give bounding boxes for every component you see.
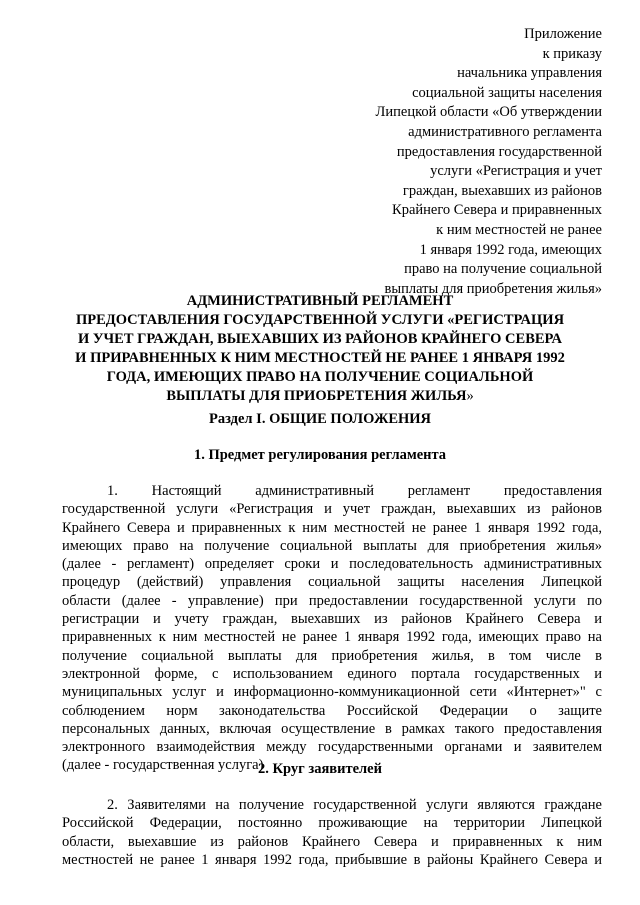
paragraph-line: Российской Федерации, постоянно проживающие на территории Липецкой — [62, 815, 602, 832]
appendix-line: услуги «Регистрация и учет — [430, 163, 602, 180]
paragraph-line: Крайнего Севера и приравненных к ним местностей не ранее 1 января 1992 года, — [62, 519, 602, 536]
appendix-line: начальника управления — [457, 65, 602, 82]
title-line: ПРЕДОСТАВЛЕНИЯ ГОСУДАРСТВЕННОЙ УСЛУГИ «РЕГИСТРАЦИЯ — [75, 312, 565, 328]
paragraph-1 — [62, 482, 602, 775]
title-line: ГОДА, ИМЕЮЩИХ ПРАВО НА ПОЛУЧЕНИЕ СОЦИАЛЬНОЙ — [106, 369, 534, 385]
title-line: И УЧЕТ ГРАЖДАН, ВЫЕХАВШИХ ИЗ РАЙОНОВ КРАЙНЕГО СЕВЕРА — [77, 331, 563, 347]
appendix-line: 1 января 1992 года, имеющих — [419, 241, 602, 258]
paragraph-line: области (далее - управление) при предоставлении государственной услуги по — [62, 592, 602, 609]
paragraph-line: персональных данных, включая осуществление в рамках такого предоставления — [62, 720, 602, 737]
paragraph-line: (далее - регламент) определяет сроки и последовательность административных — [62, 556, 602, 573]
appendix-block — [302, 25, 602, 299]
appendix-line: предоставления государственной — [396, 143, 602, 160]
paragraph-line: регистрации и учету граждан, выехавших из районов Крайнего Севера и — [62, 611, 602, 628]
appendix-line: социальной защиты населения — [412, 84, 602, 101]
subsection-heading: 1. Предмет регулирования регламента — [193, 447, 447, 463]
paragraph-line: соблюдением норм законодательства Российской Федерации о защите — [62, 702, 602, 719]
appendix-line: к приказу — [542, 45, 602, 62]
appendix-line: административного регламента — [408, 123, 602, 140]
title-line: АДМИНИСТРАТИВНЫЙ РЕГЛАМЕНТ — [186, 293, 454, 309]
paragraph-line: муниципальных услуг и информационно-коммуникационной сети «Интернет»" с — [62, 684, 602, 701]
paragraph-line: получение социальной выплаты для приобретения жилья, в том числе в — [62, 647, 602, 664]
title-line: ВЫПЛАТЫ ДЛЯ ПРИОБРЕТЕНИЯ ЖИЛЬЯ — [166, 388, 467, 404]
paragraph-line: области, выехавшие из районов Крайнего Севера и приравненных к ним — [62, 833, 602, 850]
document-title — [60, 292, 580, 406]
paragraph-line: 2. Заявителями на получение государственной услуги являются граждане — [107, 797, 602, 813]
paragraph-line: электронной форме, с использованием единого портала государственных и — [62, 665, 602, 682]
paragraph-line: имеющих право на получение социальной выплаты для приобретения жилья» — [62, 537, 602, 554]
title-line-last — [60, 387, 580, 406]
paragraph-line: 1. Настоящий административный регламент предоставления — [107, 483, 602, 499]
title-line: И ПРИРАВНЕННЫХ К НИМ МЕСТНОСТЕЙ НЕ РАНЕЕ 1 ЯНВАРЯ 1992 — [75, 350, 565, 366]
appendix-line: к ним местностей не ранее — [436, 221, 602, 238]
appendix-line: Приложение — [524, 26, 602, 42]
paragraph-line: (далее - государственная услуга) — [62, 757, 264, 774]
appendix-line: выплаты для приобретения жилья» — [384, 280, 602, 297]
appendix-line: Крайнего Севера и приравненных — [392, 202, 602, 219]
section-heading: Раздел I. ОБЩИЕ ПОЛОЖЕНИЯ — [208, 411, 432, 427]
paragraph-line: электронного взаимодействия между государственными органами и заявителем — [62, 739, 602, 756]
paragraph-line: приравненных к ним местностей не ранее 1 января 1992 года, имеющих право на — [62, 629, 602, 646]
subsection-heading: 2. Круг заявителей — [258, 761, 382, 777]
appendix-line: Липецкой области «Об утверждении — [375, 104, 602, 121]
paragraph-line: процедур (действий) управления социальной защиты населения Липецкой — [62, 574, 602, 591]
title-closing-quote: » — [466, 388, 474, 404]
paragraph-2 — [62, 796, 602, 869]
appendix-line: граждан, выехавших из районов — [402, 182, 602, 199]
paragraph-line: государственной услуги «Регистрация и учет граждан, выехавших из районов — [62, 501, 602, 518]
paragraph-line: местностей не ранее 1 января 1992 года, прибывшие в районы Крайнего Севера и — [62, 851, 602, 868]
appendix-line: право на получение социальной — [404, 261, 602, 278]
